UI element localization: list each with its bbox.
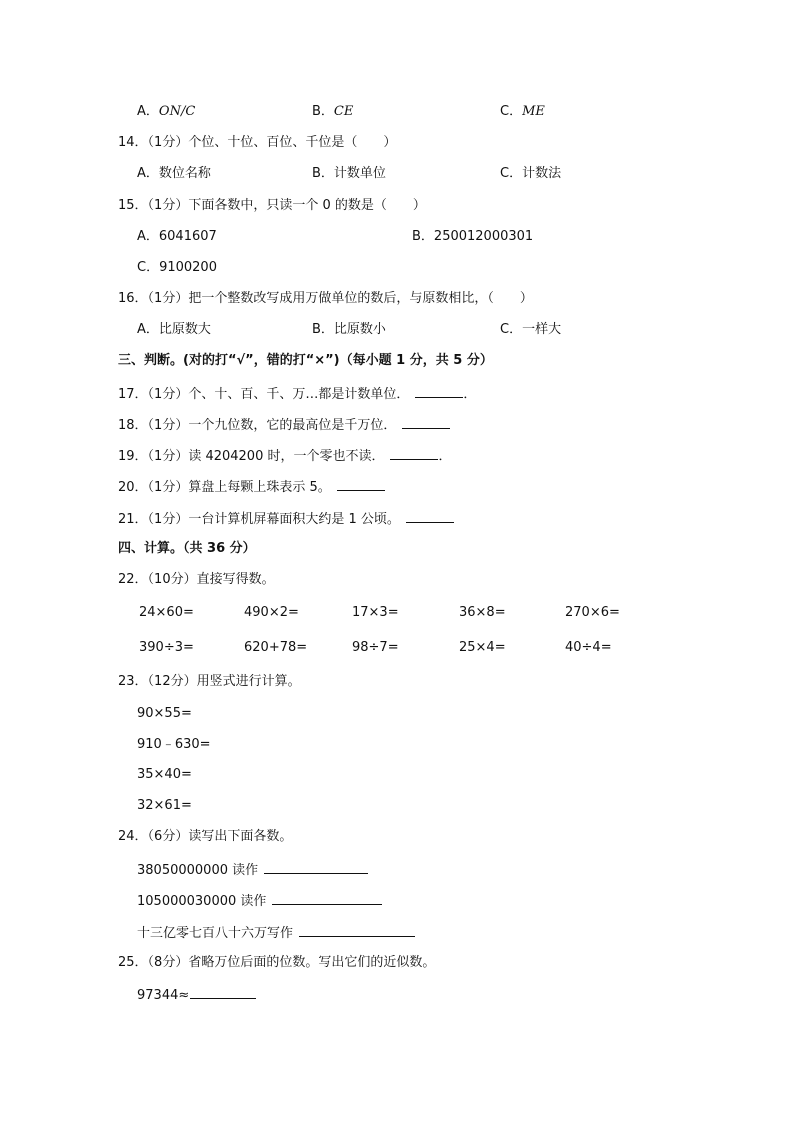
q25-item-1	[137, 986, 256, 1004]
q19	[118, 447, 452, 465]
q15-option-b: B．250012000301	[412, 229, 534, 244]
answer-blank[interactable]	[337, 478, 385, 491]
q22-calc: 36×8=	[459, 605, 506, 620]
q24-item-1	[137, 861, 368, 879]
q14-stem: 14．（1分）个位、十位、百位、千位是（ ）	[118, 135, 397, 150]
q24-item-3	[137, 924, 415, 942]
q24-item-text: 38050000000 读作	[137, 863, 259, 878]
answer-blank[interactable]	[272, 892, 382, 905]
q13-option-b	[312, 104, 353, 120]
q18-text: 18．（1分）一个九位数，它的最高位是千万位．	[118, 418, 397, 433]
q22-calc: 98÷7=	[352, 640, 399, 655]
q13-option-a	[137, 104, 195, 120]
q14-option-c: C．计数法	[500, 166, 562, 181]
q16-option-b: B．比原数小	[312, 322, 386, 337]
q23-stem: 23．（12分）用竖式进行计算。	[118, 674, 301, 689]
q22-calc: 24×60=	[139, 605, 194, 620]
q17-tail: ．	[463, 387, 477, 402]
q23-item: 910﹣630=	[137, 737, 211, 752]
q22-calc: 40÷4=	[565, 640, 612, 655]
q17-text: 17．（1分）个、十、百、千、万…都是计数单位．	[118, 387, 410, 402]
option-letter: C．	[500, 104, 523, 119]
q22-calc: 17×3=	[352, 605, 399, 620]
q17	[118, 385, 476, 403]
q22-stem: 22．（10分）直接写得数。	[118, 572, 275, 587]
q16-stem: 16．（1分）把一个整数改写成用万做单位的数后，与原数相比，（ ）	[118, 291, 533, 306]
q18	[118, 416, 450, 434]
answer-blank[interactable]	[402, 416, 450, 429]
q22-calc: 25×4=	[459, 640, 506, 655]
q22-calc: 390÷3=	[139, 640, 194, 655]
q24-item-text: 十三亿零七百八十六万写作	[137, 926, 294, 941]
q24-item-text: 105000030000 读作	[137, 894, 267, 909]
answer-blank[interactable]	[264, 861, 368, 874]
section-3-title: 三、判断。(对的打“√”，错的打“×”)（每小题 1 分，共 5 分）	[118, 353, 493, 368]
option-letter: A．	[137, 104, 159, 119]
q24-stem: 24．（6分）读写出下面各数。	[118, 829, 293, 844]
q22-calc: 490×2=	[244, 605, 299, 620]
q14-option-a: A．数位名称	[137, 166, 211, 181]
q14-option-b: B．计数单位	[312, 166, 386, 181]
option-text: ME	[522, 104, 545, 119]
q23-item: 90×55=	[137, 706, 192, 721]
q23-item: 35×40=	[137, 767, 192, 782]
q20-text: 20．（1分）算盘上每颗上珠表示 5。	[118, 480, 331, 495]
q15-option-a: A．6041607	[137, 229, 217, 244]
option-letter: B．	[312, 104, 334, 119]
q15-option-c: C．9100200	[137, 260, 217, 275]
q21-text: 21．（1分）一台计算机屏幕面积大约是 1 公顷。	[118, 512, 400, 527]
q24-item-2	[137, 892, 382, 910]
q22-calc: 620+78=	[244, 640, 308, 655]
q19-text: 19．（1分）读 4204200 时，一个零也不读．	[118, 449, 385, 464]
section-4-title: 四、计算。（共 36 分）	[118, 541, 256, 556]
q21	[118, 510, 454, 528]
answer-blank[interactable]	[190, 986, 256, 999]
answer-blank[interactable]	[406, 510, 454, 523]
answer-blank[interactable]	[415, 385, 463, 398]
answer-blank[interactable]	[299, 924, 415, 937]
q25-stem: 25．（8分）省略万位后面的位数。写出它们的近似数。	[118, 955, 436, 970]
q22-calc: 270×6=	[565, 605, 620, 620]
option-text: CE	[333, 104, 354, 119]
q15-stem: 15．（1分）下面各数中，只读一个 0 的数是（ ）	[118, 198, 426, 213]
q25-item-text: 97344≈	[137, 988, 190, 1003]
option-text: ON/C	[158, 104, 196, 119]
q13-option-c	[500, 104, 545, 120]
q23-item: 32×61=	[137, 798, 192, 813]
answer-blank[interactable]	[390, 447, 438, 460]
q16-option-c: C．一样大	[500, 322, 562, 337]
q20	[118, 478, 385, 496]
q19-tail: ．	[438, 449, 452, 464]
q16-option-a: A．比原数大	[137, 322, 211, 337]
